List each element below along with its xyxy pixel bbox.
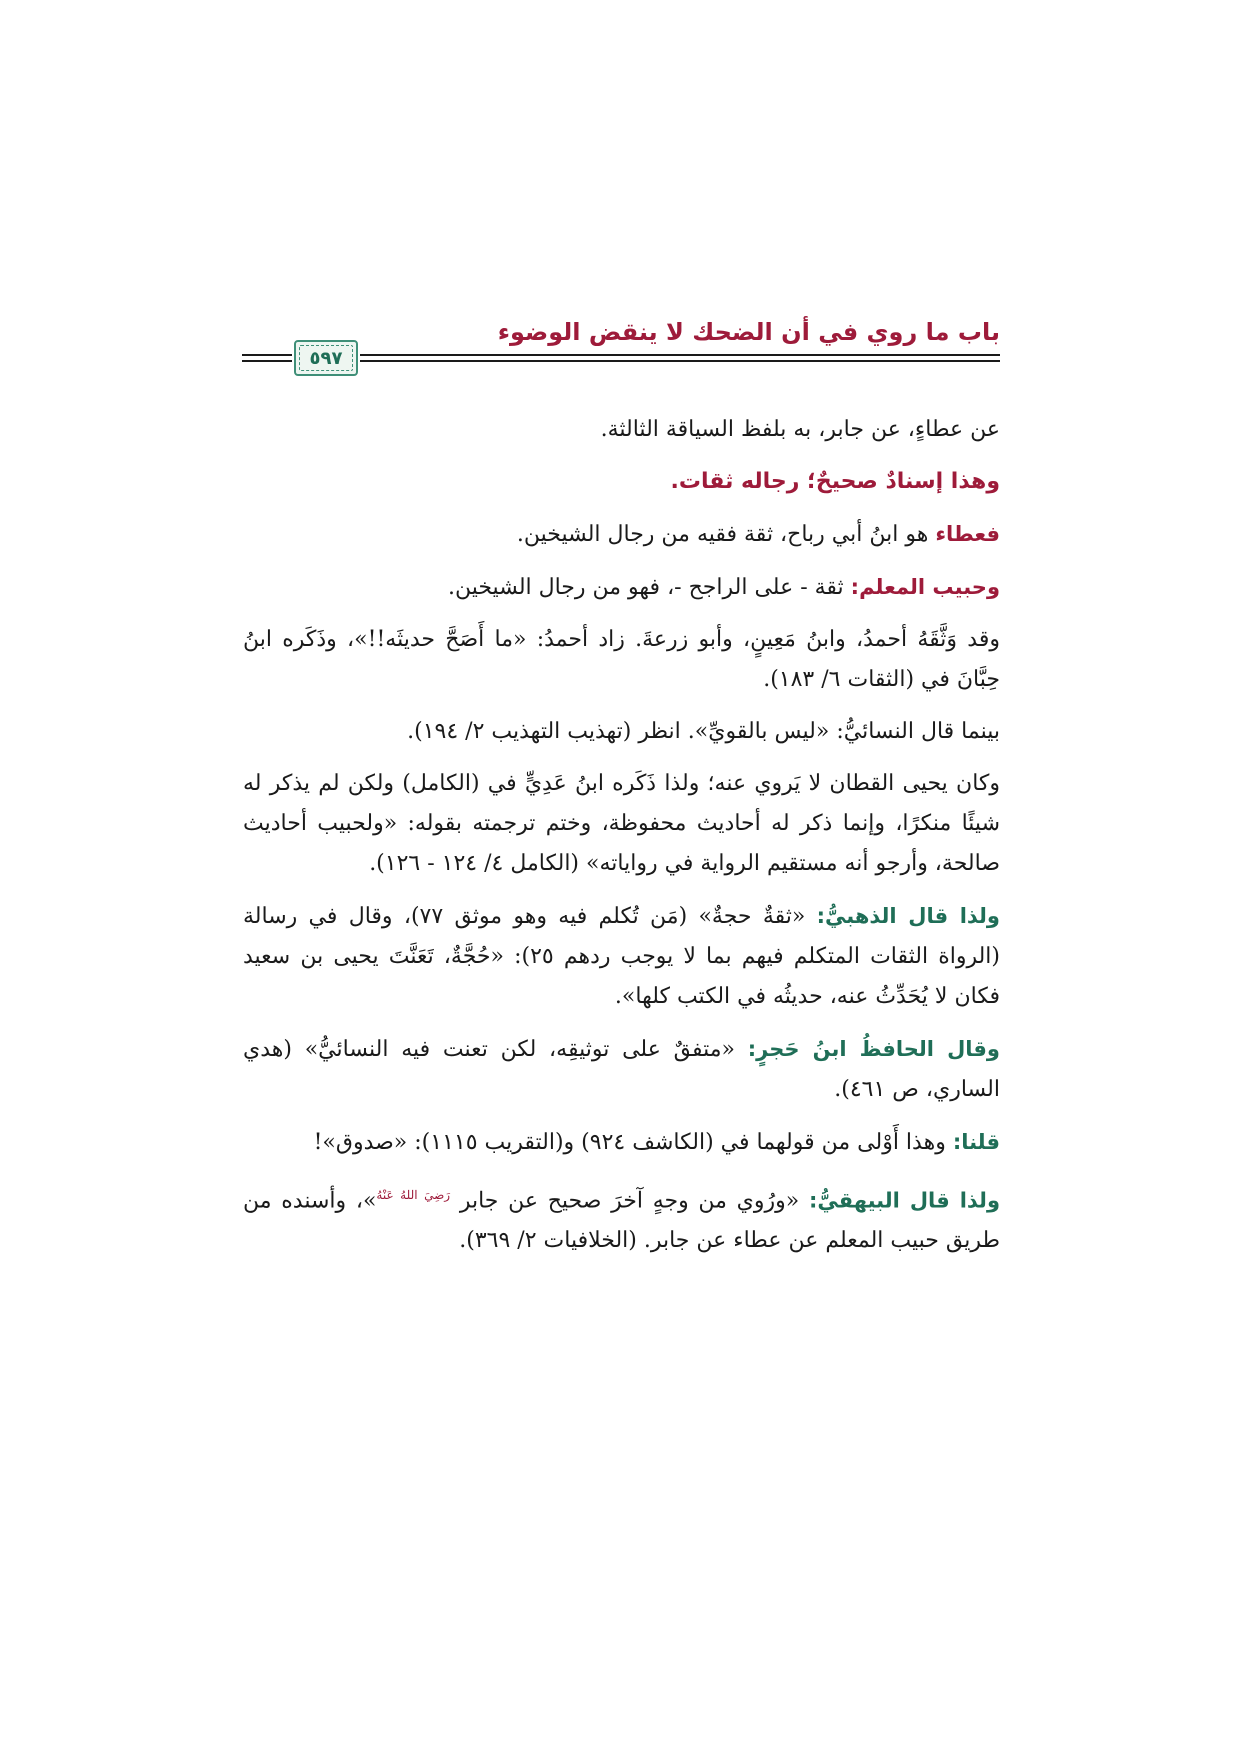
chapter-title: باب ما روي في أن الضحك لا ينقض الوضوء — [497, 318, 1000, 346]
paragraph-text: بينما قال النسائيُّ: «ليس بالقويِّ». انظر (تهذيب التهذيب ٢/ ١٩٤). — [407, 719, 1000, 744]
paragraph — [243, 1122, 1000, 1163]
paragraph — [243, 410, 1000, 450]
paragraph-text: «ورُوي من وجهٍ آخرَ صحيح عن جابر — [450, 1188, 809, 1214]
paragraph-text: «ثقةٌ حجةٌ» (مَن تُكلم فيه وهو موثق ٧٧)، وقال في رسالة (الرواة الثقات المتكلم فيهم بما لا يوجب ردهم ٢٥): «حُجَّةٌ، تَعَنَّتَ يحيى بن سعيد فكان لا يُحَدِّثُ عنه، حديثُه في الكتب كلها». — [243, 904, 1001, 1009]
paragraph — [243, 896, 1000, 1017]
paragraph-text: »، وأسنده من طريق حبيب المعلم عن عطاء عن جابر. (الخلافيات ٢/ ٣٦٩). — [243, 1188, 1000, 1254]
paragraph-text: وقد وَثَّقَهُ أحمدُ، وابنُ مَعِينٍ، وأبو زرعةَ. زاد أحمدُ: «ما أَصَحَّ حديثَه!!»، وذَكَره ابنُ حِبَّانَ في (الثقات ٦/ ١٨٣). — [243, 627, 1000, 692]
page-number-badge — [294, 340, 358, 376]
paragraph — [243, 712, 1000, 752]
honorific-glyph: رَضِيَ اللهُ عَنْهُ — [376, 1188, 451, 1202]
page-number: ٥٩٧ — [309, 347, 343, 369]
page-body — [243, 410, 1000, 1273]
header-rule — [360, 354, 1000, 356]
paragraph-text: ثقة - على الراجح -، فهو من رجال الشيخين. — [447, 575, 851, 600]
paragraph-text: وكان يحيى القطان لا يَروي عنه؛ ولذا ذَكَره ابنُ عَدِيٍّ في (الكامل) ولكن لم يذكر له شيئًا منكرًا، وإنما ذكر له أحاديث محفوظة، وختم ترجمته بقوله: «ولحبيب أحاديث صالحة، وأرجو أنه مستقيم الرواية في رواياته» (الكامل ٤/ ١٢٤ - ١٢٦). — [243, 771, 1000, 876]
paragraph-text: عن عطاءٍ، عن جابر، به بلفظ السياقة الثالثة. — [600, 417, 1000, 442]
paragraph — [243, 514, 1000, 555]
paragraph — [243, 567, 1000, 608]
paragraph — [243, 620, 1000, 700]
paragraph — [243, 764, 1000, 884]
paragraph-text: وهذا أَوْلى من قولهما في (الكاشف ٩٢٤) و(التقريب ١١١٥): «صدوق»! — [313, 1130, 953, 1155]
paragraph — [243, 1175, 1000, 1261]
page-header — [242, 318, 1000, 380]
scholar-term: ولذا قال الذهبيُّ: — [816, 904, 1000, 928]
paragraph-text: هو ابنُ أبي رباح، ثقة فقيه من رجال الشيخين. — [516, 522, 936, 547]
scholar-term: قلنا: — [952, 1130, 1000, 1154]
verdict-heading: وهذا إسنادٌ صحيحٌ؛ رجاله ثقات. — [670, 469, 1000, 494]
paragraph — [243, 462, 1000, 502]
header-rule — [242, 360, 292, 362]
scholar-term: وقال الحافظُ ابنُ حَجرٍ: — [747, 1037, 1000, 1061]
paragraph-text: «متفقٌ على توثيقِه، لكن تعنت فيه النسائيُّ» (هدي الساري، ص ٤٦١). — [243, 1037, 1000, 1102]
scholar-term: ولذا قال البيهقيُّ: — [808, 1188, 1000, 1213]
header-rule — [242, 354, 292, 356]
narrator-term: فعطاء — [935, 522, 1000, 546]
paragraph — [243, 1029, 1000, 1110]
narrator-term: وحبيب المعلم: — [850, 575, 1000, 599]
header-rule — [360, 360, 1000, 362]
